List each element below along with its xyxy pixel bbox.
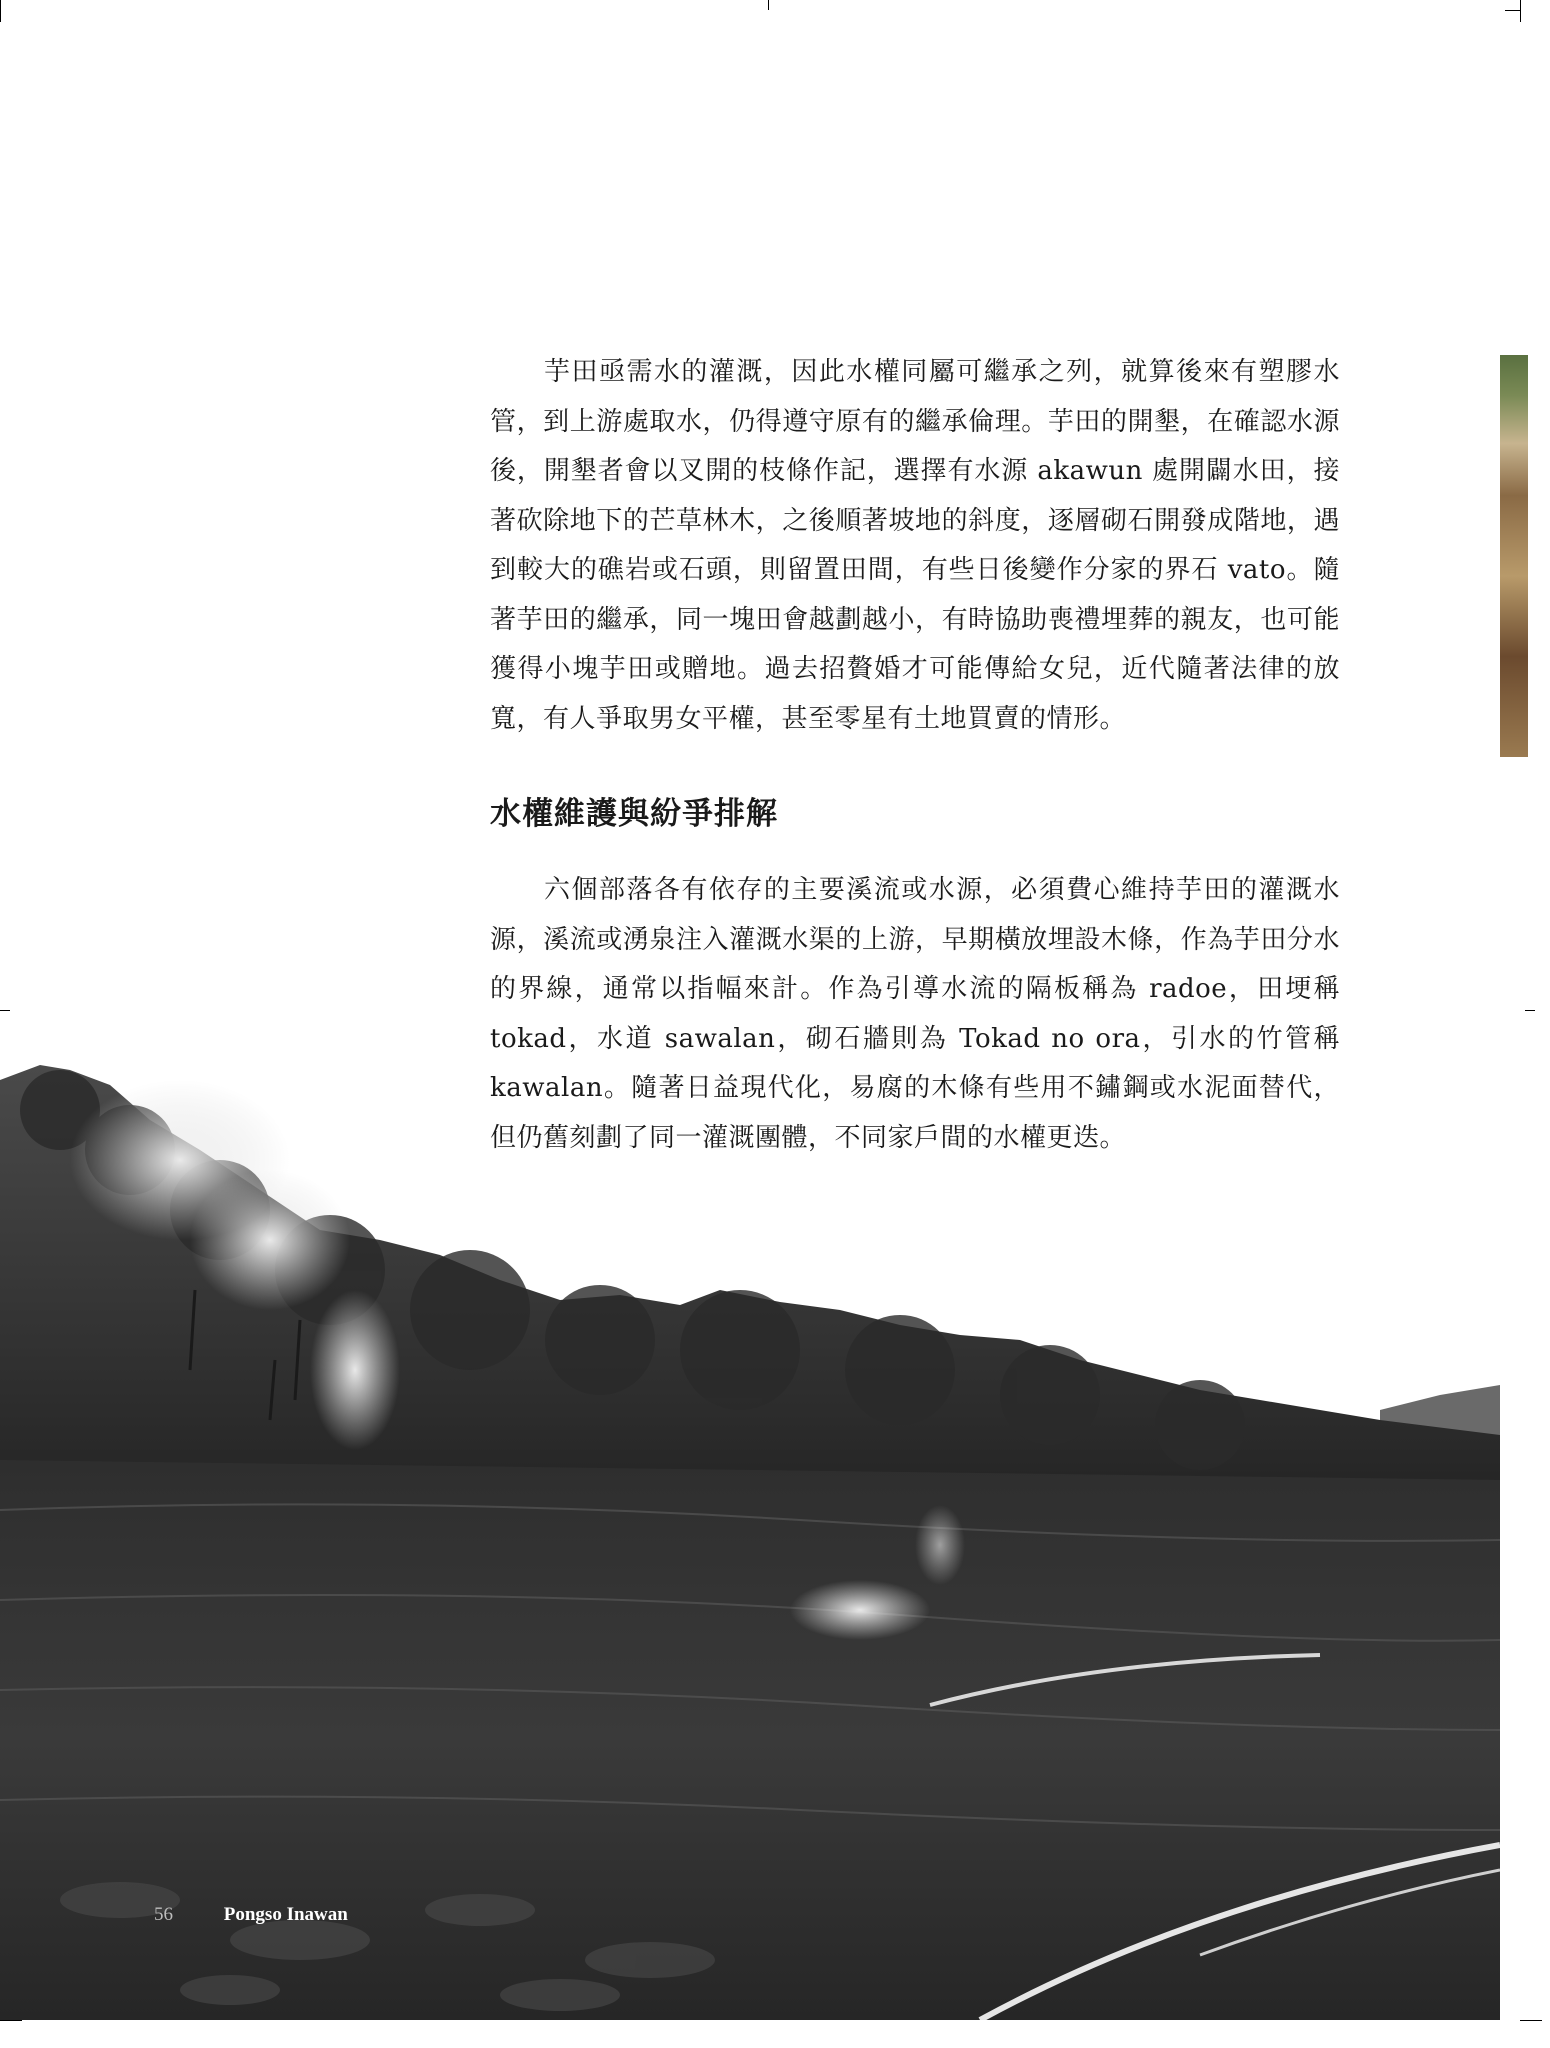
crop-mark	[0, 2020, 22, 2021]
crop-mark	[1525, 1010, 1535, 1011]
running-title: Pongso Inawan	[223, 1904, 348, 1925]
section-heading: 水權維護與紛爭排解	[490, 796, 778, 832]
crop-mark	[0, 1010, 10, 1011]
paragraph: 六個部落各有依存的主要溪流或水源，必須費心維持芋田的灌溉水源，溪流或湧泉注入灌溉水渠的上游，早期橫放埋設木條，作為芋田分水的界線，通常以指幅來計。作為引導水流的隔板稱為 radoe，田埂稱 tokad，水道 sawalan，砌石牆則為 Tokad no ora，引水的竹管稱 kawalan。隨著日益現代化，易腐的木條有些用不鏽鋼或水泥面替代，但仍舊刻劃了同一灌溉團體，不同家戶間的水權更迭。	[490, 875, 1340, 1153]
body-text	[490, 348, 1340, 1163]
crop-mark	[0, 0, 1, 22]
crop-mark	[1520, 2020, 1542, 2021]
crop-mark	[768, 0, 769, 10]
taro-field-photo	[0, 1040, 1500, 2020]
crop-mark	[1520, 0, 1521, 22]
crop-mark	[1505, 10, 1521, 11]
adjacent-photo-strip	[1500, 355, 1528, 757]
page-number: 56	[154, 1904, 173, 1925]
page-footer	[154, 1904, 348, 1926]
paragraph: 芋田亟需水的灌溉，因此水權同屬可繼承之列，就算後來有塑膠水管，到上游處取水，仍得遵守原有的繼承倫理。芋田的開墾，在確認水源後，開墾者會以叉開的枝條作記，選擇有水源 akawun 處開闢水田，接著砍除地下的芒草林木，之後順著坡地的斜度，逐層砌石開發成階地，遇到較大的礁岩或石頭，則留置田間，有些日後變作分家的界石 vato。隨著芋田的繼承，同一塊田會越劃越小，有時協助喪禮埋葬的親友，也可能獲得小塊芋田或贈地。過去招贅婚才可能傳給女兒，近代隨著法律的放寬，有人爭取男女平權，甚至零星有土地買賣的情形。	[490, 357, 1340, 734]
